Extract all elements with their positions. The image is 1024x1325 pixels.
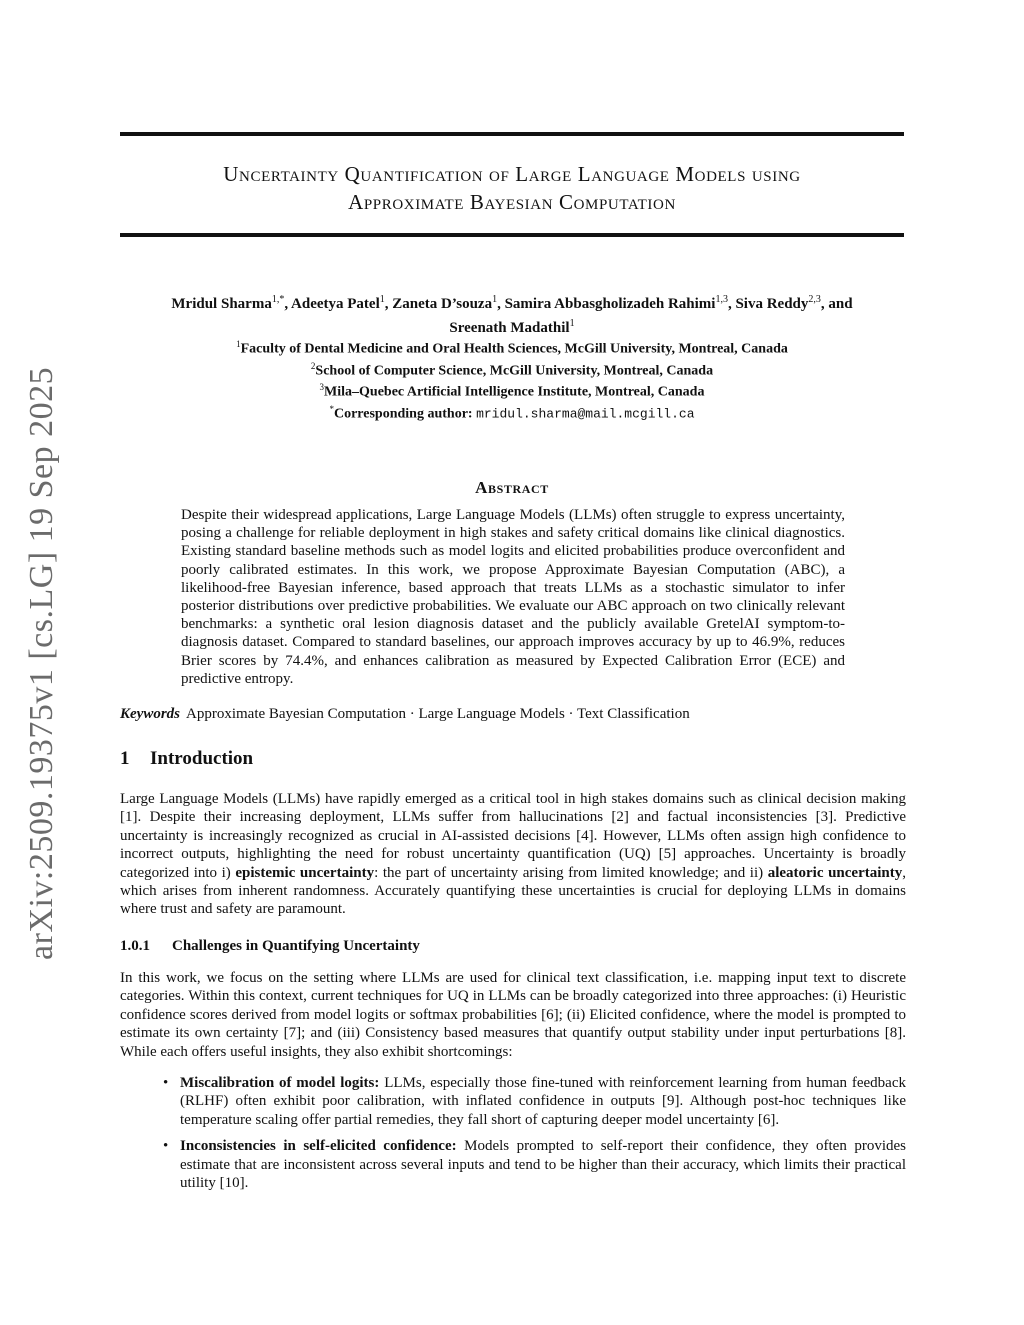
- author-affiliation-marker: 1,3: [715, 294, 728, 305]
- subsection-number: 1.0.1: [120, 938, 150, 954]
- list-item-text: Models prompted to self-report their confidence, they often provides estimate that are inconsistent across several inputs and tend to be higher than their accuracy, which limits their practical utility [10].: [180, 1138, 906, 1192]
- author-affiliation-marker: 1,*: [271, 294, 285, 305]
- abstract-text: Despite their widespread applications, Large Language Models (LLMs) often struggle to express uncertainty, posing a challenge for reliable deployment in high stakes and safety critical domains like clinical diagnostics. Existing standard baseline methods such as model logits and elicited probabilities produce overconfident and poorly calibrated estimates. In this work, we propose Approximate Bayesian Computation (ABC), a likelihood-free Bayesian inference, based approach that treats LLMs as a stochastic simulator to infer posterior distributions over predictive probabilities. We evaluate our ABC approach on two clinically relevant benchmarks: a synthetic oral lesion diagnosis dataset and the publicly available GretelAI symptom-to-diagnosis dataset. Compared to standard baselines, our approach improves accuracy by up to 46.9%, reduces Brier scores by 74.4%, and enhances calibration as measured by Expected Calibration Error (ECE) and predictive entropy.: [181, 507, 845, 687]
- affiliation-marker: 2: [310, 360, 316, 371]
- bullet-marker: •: [163, 1138, 169, 1155]
- list-item: [163, 1074, 906, 1129]
- author-affiliation-marker: 1: [492, 294, 498, 305]
- list-item-lead: Inconsistencies in self-elicited confidence:: [180, 1138, 457, 1155]
- keywords-label: Keywords: [120, 706, 180, 722]
- author-name: Samira Abbasgholizadeh Rahimi: [504, 296, 716, 312]
- affiliation-text: Faculty of Dental Medicine and Oral Health Sciences, McGill University, Montreal, Canada: [240, 341, 788, 357]
- corresponding-marker: *: [329, 403, 334, 414]
- author-separator: ,: [384, 296, 393, 312]
- term-aleatoric-uncertainty: aleatoric uncertainty: [767, 864, 903, 881]
- list-item: [163, 1137, 906, 1192]
- paper-title: [120, 160, 904, 216]
- subsection-title: Challenges in Quantifying Uncertainty: [172, 938, 420, 954]
- affiliation-marker: 3: [319, 382, 325, 393]
- author-name: Sreenath Madathil: [449, 320, 570, 336]
- author-separator: , and: [820, 296, 853, 312]
- intro-text-part: : the part of uncertainty arising from limited knowledge; and ii): [374, 864, 768, 881]
- affiliation-text: Mila–Quebec Artificial Intelligence Institute, Montreal, Canada: [324, 384, 705, 400]
- corresponding-author: [120, 401, 904, 423]
- keywords-line: [120, 706, 904, 723]
- affiliation-list: [120, 336, 904, 423]
- author-affiliation-marker: 1: [379, 294, 385, 305]
- term-epistemic-uncertainty: epistemic uncertainty: [235, 864, 375, 881]
- shortcomings-list: [163, 1074, 906, 1200]
- intro-text-part: Large Language Models (LLMs) have rapidly emerged as a critical tool in high stakes domains such as clinical decision making [1]. Despite their increasing deployment, LLMs suffer from hallucinations [2] and factual inconsistencies [3]. Predictive uncertainty is increasingly recognized as crucial in AI-assisted decisions [4]. However, LLMs often assign high confidence to incorrect outputs, highlighting the need for robust uncertainty quantification (UQ) [5] approaches. Uncertainty is broadly categorized into i): [120, 791, 906, 881]
- author-name: Zaneta D’souza: [392, 296, 493, 312]
- bullet-marker: •: [163, 1075, 169, 1091]
- abstract-heading: Abstract: [475, 478, 549, 497]
- arxiv-sidebar-stamp: arXiv:2509.19375v1 [cs.LG] 19 Sep 2025: [23, 366, 60, 960]
- paper-title-line-2: Approximate Bayesian Computation: [348, 190, 676, 214]
- title-bottom-rule: [120, 233, 904, 237]
- list-item-lead: Miscalibration of model logits:: [180, 1075, 380, 1091]
- challenges-paragraph: In this work, we focus on the setting where LLMs are used for clinical text classification, i.e. mapping input text to discrete categories. Within this context, current techniques for UQ in LLMs can be broadly categorized into three approaches: (i) Heuristic confidence scores derived from model logits or softmax probabilities [6]; (ii) Elicited confidence, where the model is prompted to estimate its own certainty [7]; and (iii) Consistency based measures that quantify output stability under input perturbations [8]. While each offers useful insights, they also exhibit shortcomings:: [120, 970, 906, 1060]
- paper-title-line-1: Uncertainty Quantification of Large Language Models using: [223, 162, 801, 186]
- affiliation-item: [120, 379, 904, 401]
- introduction-paragraph: [120, 790, 906, 919]
- section-title: Introduction: [150, 748, 254, 769]
- affiliation-marker: 1: [236, 339, 241, 349]
- author-separator: ,: [284, 296, 292, 312]
- title-top-rule: [120, 132, 904, 136]
- intro-text-part: , which arises from inherent randomness. Accurately quantifying these uncertainties is crucial for deploying LLMs in domains where trust and safety are paramount.: [120, 864, 906, 918]
- author-name: Adeetya Patel: [291, 296, 380, 312]
- corresponding-label: Corresponding author:: [333, 406, 473, 422]
- author-affiliation-marker: 1: [569, 318, 575, 329]
- affiliation-item: [120, 358, 904, 380]
- corresponding-email: mridul.sharma@mail.mcgill.ca: [476, 406, 695, 422]
- list-item-text: LLMs, especially those fine-tuned with reinforcement learning from human feedback (RLHF) often exhibit poor calibration, with inflated confidence in outputs [9]. Although post-hoc techniques like temperature scaling offer partial remedies, they fall short of capturing deeper model uncertainty [6].: [180, 1075, 906, 1128]
- subsection-heading-challenges: [120, 938, 420, 955]
- author-name: Siva Reddy: [735, 296, 809, 312]
- author-separator: ,: [727, 296, 736, 312]
- keywords-text: Approximate Bayesian Computation · Large Language Models · Text Classification: [186, 706, 690, 722]
- author-affiliation-marker: 2,3: [808, 294, 821, 305]
- section-number: 1: [120, 748, 130, 769]
- author-list: [110, 290, 914, 338]
- affiliation-text: School of Computer Science, McGill University, Montreal, Canada: [315, 363, 714, 379]
- affiliation-item: [120, 336, 904, 358]
- author-name: Mridul Sharma: [171, 296, 272, 312]
- section-heading-introduction: [120, 748, 253, 770]
- author-separator: ,: [497, 296, 505, 312]
